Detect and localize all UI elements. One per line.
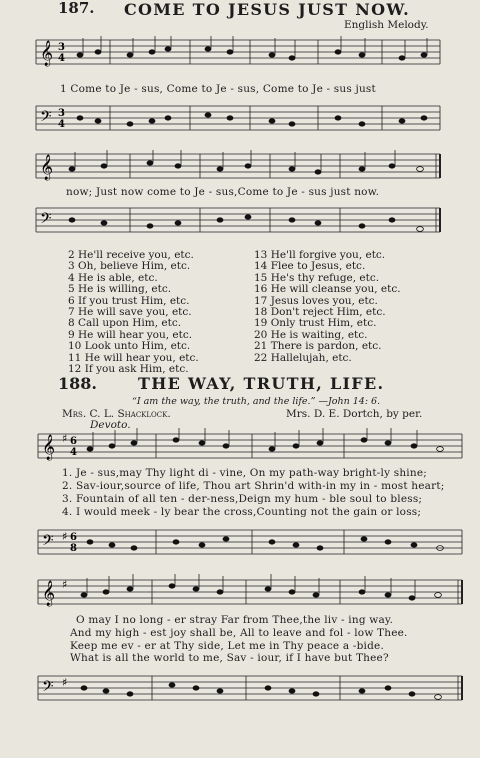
stanza-line: 4. I would meek - ly bear the cross,Counting not the gain or loss; (62, 506, 422, 518)
verse-list-right (254, 250, 401, 364)
verse-item: 11 He will hear you, etc. (68, 351, 199, 364)
svg-text:♯: ♯ (62, 432, 68, 445)
music-staff (0, 670, 480, 710)
verse-item: 7 He will save you, etc. (68, 306, 192, 319)
svg-text:4: 4 (58, 119, 65, 130)
stanza-line: And my high - est joy shall be, All to leave and fol - low Thee. (70, 627, 408, 639)
verse-item: 5 He is willing, etc. (68, 283, 172, 296)
music-staff (0, 150, 480, 186)
svg-text:𝄞: 𝄞 (42, 435, 56, 460)
music-staff (0, 102, 480, 134)
svg-text:4: 4 (70, 447, 77, 458)
svg-text:6: 6 (70, 532, 77, 543)
composer-credit: Mrs. D. E. Dortch, by per. (286, 408, 423, 420)
svg-text:♯: ♯ (62, 578, 68, 591)
scripture-epigraph: “I am the way, the truth, and the life.” —John 14: 6. (132, 396, 381, 407)
stanza-line: Keep me ev - er at Thy side, Let me in Thy peace a -bide. (70, 640, 384, 652)
verse-item: 18 Don't reject Him, etc. (254, 306, 386, 319)
svg-text:𝄞: 𝄞 (40, 155, 54, 180)
stanza-line: What is all the world to me, Sav - iour, if I have but Thee? (70, 652, 389, 664)
lyrics-line: 1 Come to Je - sus, Come to Je - sus, Come to Je - sus just (60, 83, 376, 95)
music-staff (0, 574, 480, 618)
lyrics-line: now; Just now come to Je - sus,Come to Je - sus just now. (66, 186, 380, 198)
svg-text:𝄞: 𝄞 (40, 41, 54, 66)
svg-text:♯: ♯ (62, 530, 68, 543)
stanza-line: O may I no long - er stray Far from Thee,the liv - ing way. (76, 614, 394, 626)
verse-item: 22 Hallelujah, etc. (254, 351, 352, 364)
svg-text:𝄢: 𝄢 (42, 532, 54, 553)
svg-text:6: 6 (70, 436, 77, 447)
music-staff (0, 204, 480, 240)
svg-text:♯: ♯ (62, 676, 68, 689)
svg-text:𝄢: 𝄢 (42, 678, 54, 699)
verse-item: 3 Oh, believe Him, etc. (68, 260, 191, 273)
verse-item: 13 He'll forgive you, etc. (254, 249, 386, 261)
svg-text:𝄢: 𝄢 (40, 108, 52, 129)
verse-item: 2 He'll receive you, etc. (68, 249, 194, 261)
svg-text:𝄢: 𝄢 (40, 210, 52, 231)
verse-item: 9 He will hear you, etc. (68, 328, 193, 341)
verse-item: 17 Jesus loves you, etc. (254, 294, 378, 307)
music-staff (0, 428, 480, 468)
verse-item: 8 Call upon Him, etc. (68, 317, 182, 330)
stanza-line: 3. Fountain of all ten - der-ness,Deign my hum - ble soul to bless; (62, 493, 423, 505)
notes-row (0, 36, 480, 84)
svg-text:3: 3 (58, 42, 65, 53)
stanza-line: 1. Je - sus,may Thy light di - vine, On my path-way bright-ly shine; (62, 467, 427, 479)
stanza-line: 2. Sav-iour,source of life, Thou art Shrin'd with-in my in - most heart; (62, 480, 445, 492)
verse-item: 16 He will cleanse you, etc. (254, 283, 401, 296)
verse-list-left (68, 250, 199, 375)
svg-text:8: 8 (70, 543, 77, 554)
hymn-title: THE WAY, TRUTH, LIFE. (138, 374, 385, 393)
tempo-marking: Devoto. (90, 419, 131, 431)
hymn-title: COME TO JESUS JUST NOW. (124, 0, 411, 19)
verse-item: 14 Flee to Jesus, etc. (254, 260, 366, 273)
verse-item: 15 He's thy refuge, etc. (254, 271, 380, 284)
hymn-number: 188. (58, 374, 97, 393)
verse-item: 12 If you ask Him, etc. (68, 363, 189, 376)
verse-item: 6 If you trust Him, etc. (68, 294, 190, 307)
svg-text:4: 4 (58, 53, 65, 64)
verse-item: 19 Only trust Him, etc. (254, 317, 377, 330)
verse-item: 21 There is pardon, etc. (254, 340, 382, 353)
hymn-number: 187. (58, 0, 95, 17)
music-staff (0, 524, 480, 560)
author-credit: Mrs. C. L. Shacklock. (62, 408, 171, 420)
svg-text:3: 3 (58, 108, 65, 119)
melody-attribution: English Melody. (344, 19, 429, 31)
svg-text:𝄞: 𝄞 (42, 581, 56, 606)
verse-item: 10 Look unto Him, etc. (68, 340, 191, 353)
verse-item: 20 He is waiting, etc. (254, 328, 368, 341)
verse-item: 4 He is able, etc. (68, 271, 158, 284)
